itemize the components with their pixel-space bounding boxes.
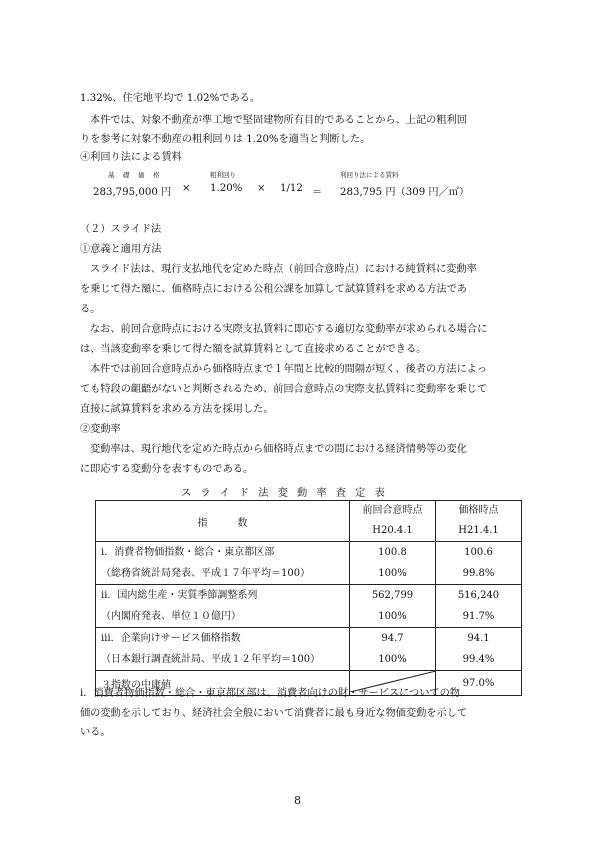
prev-pct: 100% bbox=[378, 654, 407, 665]
paragraph-line: 1.32%、住宅地平均で 1.02%である。 bbox=[80, 93, 261, 104]
row-title: ⅲ．企業向けサービス価格指数 bbox=[101, 633, 241, 644]
row-note: （内閣府発表、単位１０億円） bbox=[101, 611, 241, 622]
curr-pct: 91.7% bbox=[462, 611, 495, 622]
header-prev-label: 前回合意時点 bbox=[362, 505, 423, 516]
paragraph-line: 本件では、対象不動産が準工地で堅固建物所有目的であることから、上記の粗利回 bbox=[90, 115, 467, 126]
row-curr bbox=[436, 628, 522, 671]
subsection-heading: ②変動率 bbox=[80, 424, 121, 435]
calc-times-symbol: × bbox=[182, 183, 191, 194]
calc-base-value: 283,795,000 円 bbox=[93, 187, 172, 198]
paragraph-line: りを参考に対象不動産の粗利回りは 1.20%を適当と判断した。 bbox=[80, 134, 371, 145]
paragraph-line: なお、前回合意時点における実際支払賃料に即応する適切な変動率が求められる場合に bbox=[90, 324, 488, 335]
row-note: （日本銀行調査統計局、平成１２年平均＝100） bbox=[101, 654, 321, 665]
calc-result-value: 283,795 円（309 円／㎡） bbox=[340, 187, 470, 198]
calc-label-result: 利回り法による賃料 bbox=[340, 171, 399, 179]
row-title: ⅱ．国内総生産・実質季節調整系列 bbox=[101, 590, 258, 601]
median-value: 97.0% bbox=[436, 671, 522, 696]
paragraph-line: ても特段の齟齬がないと判断されるため、前回合意時点の実際支払賃料に変動率を乗じて bbox=[80, 384, 488, 395]
paragraph-line: 本件では前回合意時点から価格時点まで１年間と比較的間隔が短く、後者の方法によっ bbox=[90, 364, 488, 375]
row-curr bbox=[436, 585, 522, 628]
row-name bbox=[96, 585, 350, 628]
slide-method-table bbox=[95, 500, 522, 696]
table-title: スライド法変動率査定表 bbox=[181, 488, 394, 499]
paragraph-line: を乗じて得た額に、価格時点における公租公課を加算して試算賃料を求める方法であ bbox=[80, 284, 468, 295]
row-curr bbox=[436, 542, 522, 585]
page-number: 8 bbox=[294, 794, 301, 807]
curr-value: 94.1 bbox=[467, 633, 490, 644]
curr-pct: 99.8% bbox=[462, 568, 495, 579]
table-row bbox=[96, 585, 522, 628]
prev-pct: 100% bbox=[378, 611, 407, 622]
row-name bbox=[96, 542, 350, 585]
row-name bbox=[96, 628, 350, 671]
paragraph-line: 変動率は、現行地代を定めた時点から価格時点までの間における経済情勢等の変化 bbox=[90, 444, 467, 455]
table-row bbox=[96, 628, 522, 671]
header-index: 指 数 bbox=[96, 501, 350, 542]
header-prev bbox=[350, 501, 436, 542]
header-prev-date: H20.4.1 bbox=[372, 525, 413, 536]
prev-value: 562,799 bbox=[371, 590, 414, 601]
calc-rate-value: 1.20% bbox=[210, 183, 243, 194]
paragraph-line: いる。 bbox=[80, 727, 111, 738]
curr-value: 100.6 bbox=[464, 547, 493, 558]
row-prev bbox=[350, 585, 436, 628]
row-note: （総務省統計局発表、平成１７年平均＝100） bbox=[101, 568, 311, 579]
paragraph-line: に即応する変動分を表すものである。 bbox=[80, 464, 254, 475]
calc-label-base: 基 礎 価 格 bbox=[108, 171, 161, 179]
paragraph-line: る。 bbox=[80, 304, 101, 315]
curr-pct: 99.4% bbox=[462, 654, 495, 665]
calc-times-symbol: × bbox=[257, 183, 266, 194]
paragraph-line: ⅰ．消費者物価指数・総合・東京都区部は、消費者向けの財・サービスについての物 bbox=[80, 688, 460, 699]
calc-equals-symbol: ＝ bbox=[312, 187, 323, 198]
header-curr-label: 価格時点 bbox=[458, 505, 499, 516]
prev-pct: 100% bbox=[378, 568, 407, 579]
table-row bbox=[96, 542, 522, 585]
table-header-row bbox=[96, 501, 522, 542]
row-title: ⅰ．消費者物価指数・総合・東京都区部 bbox=[101, 547, 275, 558]
header-curr-date: H21.4.1 bbox=[458, 525, 499, 536]
section-heading: ④利回り法による賃料 bbox=[80, 152, 182, 163]
section-heading: （２）スライド法 bbox=[80, 224, 162, 235]
paragraph-line: 価の変動を示しており、経済社会全般において消費者に最も身近な物価変動を示して bbox=[80, 708, 468, 719]
subsection-heading: ①意義と適用方法 bbox=[80, 244, 162, 255]
paragraph-line: スライド法は、現行支払地代を定めた時点（前回合意時点）における純賃料に変動率 bbox=[90, 264, 477, 275]
curr-value: 516,240 bbox=[457, 590, 500, 601]
median-label: ３指数の中庸値 bbox=[96, 671, 350, 696]
header-curr bbox=[436, 501, 522, 542]
prev-value: 100.8 bbox=[378, 547, 407, 558]
calc-label-rate: 粗利回り bbox=[210, 171, 236, 179]
prev-value: 94.7 bbox=[381, 633, 404, 644]
row-prev bbox=[350, 628, 436, 671]
row-prev bbox=[350, 542, 436, 585]
calc-fraction: 1/12 bbox=[280, 183, 303, 194]
paragraph-line: 直接に試算賃料を求める方法を採用した。 bbox=[80, 404, 274, 415]
paragraph-line: は、当該変動率を乗じて得た額を試算賃料として直接求めることができる。 bbox=[80, 344, 427, 355]
